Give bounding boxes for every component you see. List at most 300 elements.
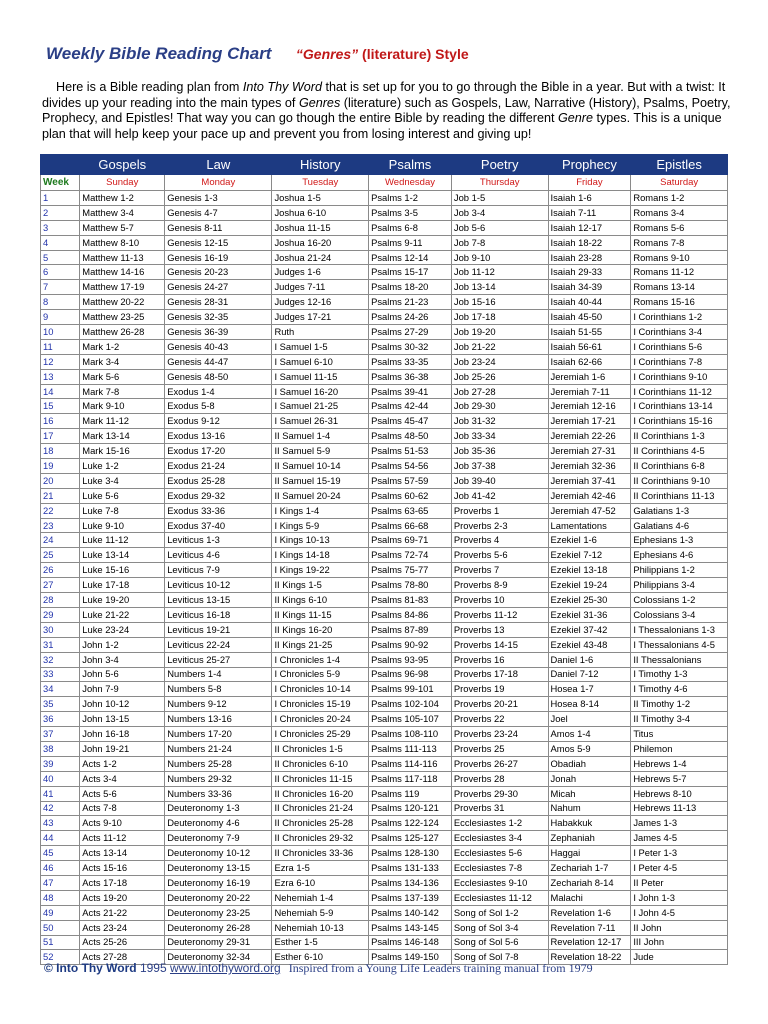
day-header: Monday bbox=[165, 175, 272, 191]
reading-cell: Exodus 25-28 bbox=[165, 473, 272, 488]
table-row bbox=[41, 816, 728, 831]
reading-cell: I Samuel 16-20 bbox=[272, 384, 369, 399]
week-number: 32 bbox=[41, 652, 80, 667]
reading-cell: I Chronicles 20-24 bbox=[272, 712, 369, 727]
reading-cell: Mark 5-6 bbox=[80, 369, 165, 384]
table-row bbox=[41, 369, 728, 384]
reading-cell: Nahum bbox=[548, 801, 631, 816]
table-row bbox=[41, 563, 728, 578]
reading-cell: Philippians 3-4 bbox=[631, 578, 728, 593]
reading-cell: Proverbs 19 bbox=[451, 682, 548, 697]
footer-inspired: Inspired from a Young Life Leaders training manual from 1979 bbox=[288, 961, 593, 975]
table-row bbox=[41, 220, 728, 235]
reading-cell: Ecclesiastes 3-4 bbox=[451, 831, 548, 846]
reading-cell: Joshua 21-24 bbox=[272, 250, 369, 265]
week-number: 15 bbox=[41, 399, 80, 414]
reading-cell: Acts 9-10 bbox=[80, 816, 165, 831]
reading-cell: Ezra 1-5 bbox=[272, 861, 369, 876]
table-row bbox=[41, 786, 728, 801]
genre-header-blank bbox=[41, 155, 80, 175]
reading-cell: Proverbs 17-18 bbox=[451, 667, 548, 682]
reading-cell: Isaiah 62-66 bbox=[548, 354, 631, 369]
week-number: 42 bbox=[41, 801, 80, 816]
reading-cell: Jude bbox=[631, 950, 728, 965]
reading-cell: Psalms 39-41 bbox=[369, 384, 452, 399]
table-row bbox=[41, 712, 728, 727]
reading-cell: Joshua 1-5 bbox=[272, 191, 369, 206]
reading-cell: I Corinthians 11-12 bbox=[631, 384, 728, 399]
reading-cell: II Chronicles 6-10 bbox=[272, 756, 369, 771]
reading-cell: James 1-3 bbox=[631, 816, 728, 831]
reading-cell: I Kings 19-22 bbox=[272, 563, 369, 578]
week-number: 25 bbox=[41, 548, 80, 563]
genre-header: Gospels bbox=[80, 155, 165, 175]
reading-cell: II Chronicles 33-36 bbox=[272, 846, 369, 861]
reading-cell: Romans 15-16 bbox=[631, 295, 728, 310]
reading-cell: Psalms 57-59 bbox=[369, 473, 452, 488]
reading-cell: Ezekiel 43-48 bbox=[548, 637, 631, 652]
reading-cell: Ruth bbox=[272, 325, 369, 340]
reading-cell: Luke 15-16 bbox=[80, 563, 165, 578]
reading-cell: Genesis 12-15 bbox=[165, 235, 272, 250]
reading-cell: Zephaniah bbox=[548, 831, 631, 846]
reading-cell: Ezekiel 13-18 bbox=[548, 563, 631, 578]
reading-cell: Psalms 75-77 bbox=[369, 563, 452, 578]
table-row bbox=[41, 875, 728, 890]
reading-cell: Job 35-36 bbox=[451, 444, 548, 459]
day-header-row bbox=[41, 175, 728, 191]
reading-cell: Romans 7-8 bbox=[631, 235, 728, 250]
table-row bbox=[41, 727, 728, 742]
reading-cell: Nehemiah 5-9 bbox=[272, 905, 369, 920]
reading-cell: Joshua 6-10 bbox=[272, 205, 369, 220]
reading-cell: Mark 11-12 bbox=[80, 414, 165, 429]
reading-cell: Job 1-5 bbox=[451, 191, 548, 206]
reading-cell: Daniel 1-6 bbox=[548, 652, 631, 667]
table-row bbox=[41, 667, 728, 682]
reading-cell: Luke 19-20 bbox=[80, 593, 165, 608]
reading-cell: Titus bbox=[631, 727, 728, 742]
reading-cell: Acts 13-14 bbox=[80, 846, 165, 861]
reading-cell: John 16-18 bbox=[80, 727, 165, 742]
reading-cell: Esther 6-10 bbox=[272, 950, 369, 965]
reading-cell: Acts 1-2 bbox=[80, 756, 165, 771]
week-number: 21 bbox=[41, 488, 80, 503]
week-number: 30 bbox=[41, 622, 80, 637]
reading-cell: Ephesians 1-3 bbox=[631, 533, 728, 548]
reading-cell: Revelation 7-11 bbox=[548, 920, 631, 935]
table-row bbox=[41, 235, 728, 250]
reading-cell: Ezekiel 19-24 bbox=[548, 578, 631, 593]
reading-cell: Malachi bbox=[548, 890, 631, 905]
table-row bbox=[41, 518, 728, 533]
reading-cell: Proverbs 2-3 bbox=[451, 518, 548, 533]
reading-cell: Revelation 18-22 bbox=[548, 950, 631, 965]
table-row bbox=[41, 191, 728, 206]
reading-cell: I Kings 14-18 bbox=[272, 548, 369, 563]
reading-cell: Genesis 32-35 bbox=[165, 310, 272, 325]
reading-cell: Exodus 17-20 bbox=[165, 444, 272, 459]
reading-cell: Proverbs 8-9 bbox=[451, 578, 548, 593]
week-header: Week bbox=[41, 175, 80, 191]
reading-cell: Matthew 14-16 bbox=[80, 265, 165, 280]
day-header: Tuesday bbox=[272, 175, 369, 191]
reading-cell: Mark 7-8 bbox=[80, 384, 165, 399]
table-row bbox=[41, 503, 728, 518]
reading-cell: Acts 7-8 bbox=[80, 801, 165, 816]
reading-cell: Psalms 111-113 bbox=[369, 741, 452, 756]
reading-cell: Psalms 140-142 bbox=[369, 905, 452, 920]
genre-header: Epistles bbox=[631, 155, 728, 175]
reading-cell: II Chronicles 25-28 bbox=[272, 816, 369, 831]
reading-cell: Nehemiah 10-13 bbox=[272, 920, 369, 935]
week-number: 11 bbox=[41, 339, 80, 354]
reading-cell: I Corinthians 7-8 bbox=[631, 354, 728, 369]
reading-cell: II Samuel 5-9 bbox=[272, 444, 369, 459]
table-row bbox=[41, 861, 728, 876]
reading-cell: Job 11-12 bbox=[451, 265, 548, 280]
table-row bbox=[41, 354, 728, 369]
reading-cell: Psalms 122-124 bbox=[369, 816, 452, 831]
week-number: 18 bbox=[41, 444, 80, 459]
table-row bbox=[41, 310, 728, 325]
reading-cell: Genesis 40-43 bbox=[165, 339, 272, 354]
reading-cell: I Corinthians 13-14 bbox=[631, 399, 728, 414]
reading-cell: II Kings 21-25 bbox=[272, 637, 369, 652]
reading-cell: Psalms 9-11 bbox=[369, 235, 452, 250]
day-header: Wednesday bbox=[369, 175, 452, 191]
table-row bbox=[41, 384, 728, 399]
reading-cell: Genesis 28-31 bbox=[165, 295, 272, 310]
reading-cell: Proverbs 5-6 bbox=[451, 548, 548, 563]
reading-cell: Numbers 9-12 bbox=[165, 697, 272, 712]
reading-cell: I Chronicles 5-9 bbox=[272, 667, 369, 682]
reading-cell: John 7-9 bbox=[80, 682, 165, 697]
genre-header: Poetry bbox=[451, 155, 548, 175]
reading-cell: Isaiah 1-6 bbox=[548, 191, 631, 206]
table-row bbox=[41, 578, 728, 593]
reading-cell: I Chronicles 15-19 bbox=[272, 697, 369, 712]
reading-cell: Leviticus 13-15 bbox=[165, 593, 272, 608]
reading-cell: Isaiah 18-22 bbox=[548, 235, 631, 250]
reading-cell: Acts 17-18 bbox=[80, 875, 165, 890]
week-number: 52 bbox=[41, 950, 80, 965]
reading-cell: Mark 9-10 bbox=[80, 399, 165, 414]
reading-cell: Leviticus 19-21 bbox=[165, 622, 272, 637]
reading-cell: Numbers 1-4 bbox=[165, 667, 272, 682]
genre-header: Psalms bbox=[369, 155, 452, 175]
intro-text: Here is a Bible reading plan from bbox=[56, 80, 243, 94]
reading-cell: Proverbs 13 bbox=[451, 622, 548, 637]
chart-body bbox=[41, 191, 728, 965]
reading-cell: Deuteronomy 10-12 bbox=[165, 846, 272, 861]
reading-chart-table bbox=[40, 154, 728, 965]
reading-cell: Luke 17-18 bbox=[80, 578, 165, 593]
reading-cell: Judges 7-11 bbox=[272, 280, 369, 295]
reading-cell: Job 41-42 bbox=[451, 488, 548, 503]
reading-cell: Jeremiah 22-26 bbox=[548, 429, 631, 444]
reading-cell: I Kings 5-9 bbox=[272, 518, 369, 533]
reading-cell: Lamentations bbox=[548, 518, 631, 533]
reading-cell: Luke 5-6 bbox=[80, 488, 165, 503]
reading-cell: Amos 1-4 bbox=[548, 727, 631, 742]
reading-cell: Acts 5-6 bbox=[80, 786, 165, 801]
reading-cell: Jeremiah 47-52 bbox=[548, 503, 631, 518]
reading-cell: II Corinthians 4-5 bbox=[631, 444, 728, 459]
reading-cell: Ezekiel 25-30 bbox=[548, 593, 631, 608]
reading-cell: Job 29-30 bbox=[451, 399, 548, 414]
reading-cell: I Kings 1-4 bbox=[272, 503, 369, 518]
table-row bbox=[41, 533, 728, 548]
reading-cell: Exodus 33-36 bbox=[165, 503, 272, 518]
table-row bbox=[41, 935, 728, 950]
reading-cell: I Timothy 1-3 bbox=[631, 667, 728, 682]
reading-cell: Job 27-28 bbox=[451, 384, 548, 399]
week-number: 17 bbox=[41, 429, 80, 444]
day-header: Saturday bbox=[631, 175, 728, 191]
table-row bbox=[41, 682, 728, 697]
reading-cell: Psalms 3-5 bbox=[369, 205, 452, 220]
reading-cell: Psalms 48-50 bbox=[369, 429, 452, 444]
week-number: 45 bbox=[41, 846, 80, 861]
reading-cell: Daniel 7-12 bbox=[548, 667, 631, 682]
reading-cell: II Samuel 1-4 bbox=[272, 429, 369, 444]
reading-cell: Psalms 87-89 bbox=[369, 622, 452, 637]
reading-cell: Numbers 29-32 bbox=[165, 771, 272, 786]
week-number: 1 bbox=[41, 191, 80, 206]
table-row bbox=[41, 325, 728, 340]
reading-cell: Mark 15-16 bbox=[80, 444, 165, 459]
reading-cell: Psalms 78-80 bbox=[369, 578, 452, 593]
reading-cell: Proverbs 10 bbox=[451, 593, 548, 608]
reading-cell: II Kings 6-10 bbox=[272, 593, 369, 608]
reading-cell: Proverbs 26-27 bbox=[451, 756, 548, 771]
reading-cell: Habakkuk bbox=[548, 816, 631, 831]
reading-cell: Job 17-18 bbox=[451, 310, 548, 325]
table-row bbox=[41, 205, 728, 220]
reading-cell: II Kings 1-5 bbox=[272, 578, 369, 593]
reading-cell: Proverbs 16 bbox=[451, 652, 548, 667]
reading-cell: Hosea 8-14 bbox=[548, 697, 631, 712]
reading-cell: Genesis 16-19 bbox=[165, 250, 272, 265]
reading-cell: Deuteronomy 13-15 bbox=[165, 861, 272, 876]
reading-cell: Galatians 1-3 bbox=[631, 503, 728, 518]
reading-cell: Isaiah 34-39 bbox=[548, 280, 631, 295]
reading-cell: Jeremiah 32-36 bbox=[548, 459, 631, 474]
table-row bbox=[41, 652, 728, 667]
reading-cell: Mark 13-14 bbox=[80, 429, 165, 444]
reading-cell: Jeremiah 42-46 bbox=[548, 488, 631, 503]
reading-cell: Jeremiah 7-11 bbox=[548, 384, 631, 399]
reading-cell: Leviticus 1-3 bbox=[165, 533, 272, 548]
reading-cell: Ezekiel 31-36 bbox=[548, 607, 631, 622]
table-row bbox=[41, 488, 728, 503]
reading-cell: Acts 23-24 bbox=[80, 920, 165, 935]
footer bbox=[44, 961, 593, 976]
reading-cell: Jeremiah 12-16 bbox=[548, 399, 631, 414]
subtitle-genres: “Genres” bbox=[295, 46, 359, 62]
reading-cell: Hebrews 5-7 bbox=[631, 771, 728, 786]
reading-cell: Judges 12-16 bbox=[272, 295, 369, 310]
reading-cell: I Corinthians 5-6 bbox=[631, 339, 728, 354]
reading-cell: Ephesians 4-6 bbox=[631, 548, 728, 563]
reading-cell: Hebrews 11-13 bbox=[631, 801, 728, 816]
reading-cell: Psalms 21-23 bbox=[369, 295, 452, 310]
reading-cell: Job 7-8 bbox=[451, 235, 548, 250]
week-number: 13 bbox=[41, 369, 80, 384]
reading-cell: I Kings 10-13 bbox=[272, 533, 369, 548]
footer-link[interactable]: www.intothyword.org bbox=[169, 961, 281, 975]
reading-cell: Isaiah 51-55 bbox=[548, 325, 631, 340]
reading-cell: Psalms 93-95 bbox=[369, 652, 452, 667]
reading-cell: Deuteronomy 26-28 bbox=[165, 920, 272, 935]
week-number: 34 bbox=[41, 682, 80, 697]
reading-cell: Psalms 30-32 bbox=[369, 339, 452, 354]
reading-cell: Romans 9-10 bbox=[631, 250, 728, 265]
table-row bbox=[41, 593, 728, 608]
reading-cell: Job 33-34 bbox=[451, 429, 548, 444]
intro-genre-word: Genre bbox=[557, 111, 593, 125]
reading-cell: Revelation 12-17 bbox=[548, 935, 631, 950]
reading-cell: Zechariah 1-7 bbox=[548, 861, 631, 876]
reading-cell: Song of Sol 1-2 bbox=[451, 905, 548, 920]
reading-cell: II Timothy 1-2 bbox=[631, 697, 728, 712]
reading-cell: Matthew 8-10 bbox=[80, 235, 165, 250]
reading-cell: Isaiah 12-17 bbox=[548, 220, 631, 235]
week-number: 31 bbox=[41, 637, 80, 652]
reading-cell: Genesis 20-23 bbox=[165, 265, 272, 280]
reading-cell: II Kings 16-20 bbox=[272, 622, 369, 637]
reading-cell: Job 13-14 bbox=[451, 280, 548, 295]
reading-cell: I Chronicles 25-29 bbox=[272, 727, 369, 742]
footer-year: 1995 bbox=[136, 961, 170, 975]
reading-cell: II Peter bbox=[631, 875, 728, 890]
table-row bbox=[41, 414, 728, 429]
week-number: 12 bbox=[41, 354, 80, 369]
week-number: 3 bbox=[41, 220, 80, 235]
reading-cell: Psalms 54-56 bbox=[369, 459, 452, 474]
reading-cell: Exodus 29-32 bbox=[165, 488, 272, 503]
reading-cell: Matthew 17-19 bbox=[80, 280, 165, 295]
reading-cell: Job 31-32 bbox=[451, 414, 548, 429]
day-header: Thursday bbox=[451, 175, 548, 191]
reading-cell: Hosea 1-7 bbox=[548, 682, 631, 697]
reading-cell: Genesis 44-47 bbox=[165, 354, 272, 369]
reading-cell: Proverbs 14-15 bbox=[451, 637, 548, 652]
reading-cell: Acts 11-12 bbox=[80, 831, 165, 846]
reading-cell: II Samuel 10-14 bbox=[272, 459, 369, 474]
reading-cell: Psalms 96-98 bbox=[369, 667, 452, 682]
reading-cell: Job 15-16 bbox=[451, 295, 548, 310]
reading-cell: Genesis 8-11 bbox=[165, 220, 272, 235]
reading-cell: Psalms 18-20 bbox=[369, 280, 452, 295]
reading-cell: I Peter 4-5 bbox=[631, 861, 728, 876]
reading-cell: Psalms 69-71 bbox=[369, 533, 452, 548]
reading-cell: I John 1-3 bbox=[631, 890, 728, 905]
reading-cell: Exodus 13-16 bbox=[165, 429, 272, 444]
week-number: 6 bbox=[41, 265, 80, 280]
page-title: Weekly Bible Reading Chart bbox=[46, 44, 272, 63]
reading-cell: Numbers 5-8 bbox=[165, 682, 272, 697]
reading-cell: Colossians 3-4 bbox=[631, 607, 728, 622]
week-number: 24 bbox=[41, 533, 80, 548]
week-number: 2 bbox=[41, 205, 80, 220]
table-row bbox=[41, 905, 728, 920]
reading-cell: Ezra 6-10 bbox=[272, 875, 369, 890]
reading-cell: I Corinthians 15-16 bbox=[631, 414, 728, 429]
reading-cell: Genesis 4-7 bbox=[165, 205, 272, 220]
week-number: 33 bbox=[41, 667, 80, 682]
table-row bbox=[41, 548, 728, 563]
intro-paragraph bbox=[42, 80, 732, 142]
reading-cell: Isaiah 7-11 bbox=[548, 205, 631, 220]
reading-cell: Proverbs 28 bbox=[451, 771, 548, 786]
reading-cell: Psalms 60-62 bbox=[369, 488, 452, 503]
reading-cell: Proverbs 29-30 bbox=[451, 786, 548, 801]
reading-cell: II Corinthians 1-3 bbox=[631, 429, 728, 444]
reading-cell: Galatians 4-6 bbox=[631, 518, 728, 533]
reading-cell: John 1-2 bbox=[80, 637, 165, 652]
reading-cell: I Corinthians 1-2 bbox=[631, 310, 728, 325]
reading-cell: Acts 25-26 bbox=[80, 935, 165, 950]
week-number: 26 bbox=[41, 563, 80, 578]
reading-cell: Proverbs 7 bbox=[451, 563, 548, 578]
reading-cell: Psalms 114-116 bbox=[369, 756, 452, 771]
reading-cell: Psalms 51-53 bbox=[369, 444, 452, 459]
reading-cell: I Corinthians 3-4 bbox=[631, 325, 728, 340]
table-row bbox=[41, 399, 728, 414]
reading-cell: Proverbs 22 bbox=[451, 712, 548, 727]
intro-book-name: Into Thy Word bbox=[242, 80, 322, 94]
reading-cell: Deuteronomy 20-22 bbox=[165, 890, 272, 905]
reading-cell: Deuteronomy 1-3 bbox=[165, 801, 272, 816]
reading-cell: Numbers 17-20 bbox=[165, 727, 272, 742]
reading-cell: II Timothy 3-4 bbox=[631, 712, 728, 727]
reading-cell: Psalms 125-127 bbox=[369, 831, 452, 846]
reading-cell: Psalms 119 bbox=[369, 786, 452, 801]
reading-cell: Psalms 36-38 bbox=[369, 369, 452, 384]
reading-cell: Ecclesiastes 9-10 bbox=[451, 875, 548, 890]
reading-cell: Judges 17-21 bbox=[272, 310, 369, 325]
table-row bbox=[41, 339, 728, 354]
reading-cell: II Chronicles 29-32 bbox=[272, 831, 369, 846]
reading-cell: Ecclesiastes 1-2 bbox=[451, 816, 548, 831]
reading-cell: Micah bbox=[548, 786, 631, 801]
reading-cell: Luke 9-10 bbox=[80, 518, 165, 533]
reading-cell: I Chronicles 1-4 bbox=[272, 652, 369, 667]
reading-cell: Deuteronomy 4-6 bbox=[165, 816, 272, 831]
reading-cell: Nehemiah 1-4 bbox=[272, 890, 369, 905]
reading-cell: Psalms 27-29 bbox=[369, 325, 452, 340]
reading-cell: Hebrews 8-10 bbox=[631, 786, 728, 801]
day-header: Friday bbox=[548, 175, 631, 191]
reading-cell: I Samuel 6-10 bbox=[272, 354, 369, 369]
reading-cell: I Samuel 26-31 bbox=[272, 414, 369, 429]
reading-cell: Joshua 16-20 bbox=[272, 235, 369, 250]
reading-cell: Jonah bbox=[548, 771, 631, 786]
table-row bbox=[41, 801, 728, 816]
day-header: Sunday bbox=[80, 175, 165, 191]
reading-cell: Proverbs 25 bbox=[451, 741, 548, 756]
week-number: 9 bbox=[41, 310, 80, 325]
reading-cell: Psalms 117-118 bbox=[369, 771, 452, 786]
reading-cell: II Corinthians 9-10 bbox=[631, 473, 728, 488]
week-number: 23 bbox=[41, 518, 80, 533]
reading-cell: Psalms 24-26 bbox=[369, 310, 452, 325]
reading-cell: John 10-12 bbox=[80, 697, 165, 712]
reading-cell: Psalms 102-104 bbox=[369, 697, 452, 712]
reading-cell: Proverbs 1 bbox=[451, 503, 548, 518]
